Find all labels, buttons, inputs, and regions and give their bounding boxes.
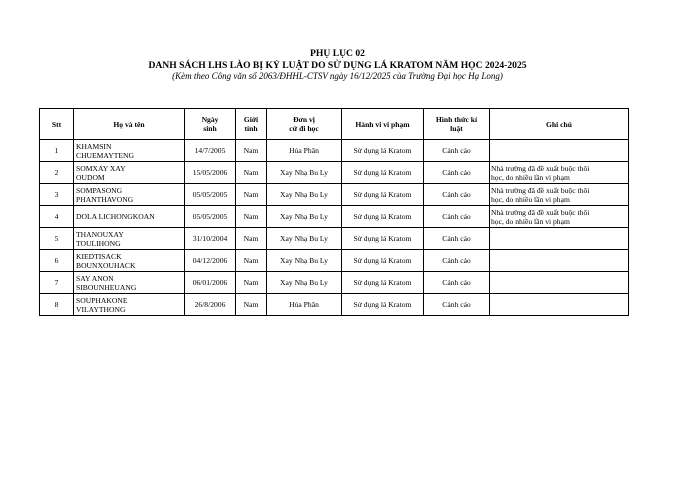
table-row <box>40 162 629 184</box>
cell-name: SOMPASONG PHANTHAVONG <box>74 184 185 206</box>
cell-stt: 4 <box>40 206 74 228</box>
cell-discipline: Cảnh cáo <box>424 294 490 316</box>
cell-note <box>490 228 629 250</box>
cell-note: Nhà trường đã đề xuất buộc thôi học, do nhiều lần vi phạm <box>490 184 629 206</box>
cell-unit: Xay Nhạ Bu Ly <box>267 228 342 250</box>
cell-discipline: Cảnh cáo <box>424 184 490 206</box>
header-unit: Đơn vị cử đi học <box>267 109 342 140</box>
appendix-title: PHỤ LỤC 02 <box>310 48 365 59</box>
table-row <box>40 184 629 206</box>
cell-stt: 8 <box>40 294 74 316</box>
cell-violation: Sử dụng lá Kratom <box>342 162 424 184</box>
header-name: Họ và tên <box>74 109 185 140</box>
cell-violation: Sử dụng lá Kratom <box>342 294 424 316</box>
cell-gender: Nam <box>236 250 267 272</box>
cell-gender: Nam <box>236 184 267 206</box>
cell-gender: Nam <box>236 140 267 162</box>
cell-dob: 05/05/2005 <box>185 184 236 206</box>
cell-dob: 06/01/2006 <box>185 272 236 294</box>
cell-unit: Xay Nhạ Bu Ly <box>267 162 342 184</box>
cell-gender: Nam <box>236 272 267 294</box>
table-row <box>40 272 629 294</box>
cell-name: KIEDTISACK BOUNXOUHACK <box>74 250 185 272</box>
cell-dob: 04/12/2006 <box>185 250 236 272</box>
cell-name: KHAMSIN CHUEMAYTENG <box>74 140 185 162</box>
cell-note <box>490 250 629 272</box>
cell-violation: Sử dụng lá Kratom <box>342 272 424 294</box>
cell-violation: Sử dụng lá Kratom <box>342 228 424 250</box>
cell-unit: Xay Nhạ Bu Ly <box>267 206 342 228</box>
cell-violation: Sử dụng lá Kratom <box>342 140 424 162</box>
student-discipline-table <box>39 108 629 316</box>
header-violation: Hành vi vi phạm <box>342 109 424 140</box>
table-row <box>40 206 629 228</box>
cell-dob: 26/8/2006 <box>185 294 236 316</box>
cell-discipline: Cảnh cáo <box>424 272 490 294</box>
cell-stt: 2 <box>40 162 74 184</box>
cell-note: Nhà trường đã đề xuất buộc thôi học, do nhiều lần vi phạm <box>490 162 629 184</box>
cell-note: Nhà trường đã đề xuất buộc thôi học, do nhiều lần vi phạm <box>490 206 629 228</box>
cell-violation: Sử dụng lá Kratom <box>342 206 424 228</box>
header-gender: Giới tính <box>236 109 267 140</box>
cell-unit: Xay Nhạ Bu Ly <box>267 184 342 206</box>
table-row <box>40 294 629 316</box>
cell-stt: 6 <box>40 250 74 272</box>
cell-name: SOMXAY XAY OUDOM <box>74 162 185 184</box>
cell-discipline: Cảnh cáo <box>424 162 490 184</box>
cell-gender: Nam <box>236 294 267 316</box>
header-stt: Stt <box>40 109 74 140</box>
header-dob: Ngày sinh <box>185 109 236 140</box>
table-body <box>40 140 629 316</box>
cell-unit: Xay Nhạ Bu Ly <box>267 250 342 272</box>
table-row <box>40 250 629 272</box>
cell-discipline: Cảnh cáo <box>424 206 490 228</box>
cell-dob: 15/05/2006 <box>185 162 236 184</box>
cell-name: SAY ANON SIBOUNHEUANG <box>74 272 185 294</box>
document-title: DANH SÁCH LHS LÀO BỊ KỶ LUẬT DO SỬ DỤNG LÁ KRATOM NĂM HỌC 2024-2025 <box>148 60 527 71</box>
header-note: Ghi chú <box>490 109 629 140</box>
cell-name: THANOUXAY TOULIHONG <box>74 228 185 250</box>
cell-discipline: Cảnh cáo <box>424 228 490 250</box>
cell-gender: Nam <box>236 206 267 228</box>
cell-discipline: Cảnh cáo <box>424 250 490 272</box>
cell-name: DOLA LICHONGKOAN <box>74 206 185 228</box>
document-subtitle: (Kèm theo Công văn số 2063/ĐHHL-CTSV ngày 16/12/2025 của Trường Đại học Hạ Long) <box>172 71 503 81</box>
cell-unit: Hủa Phăn <box>267 294 342 316</box>
table-row <box>40 140 629 162</box>
cell-gender: Nam <box>236 162 267 184</box>
cell-discipline: Cảnh cáo <box>424 140 490 162</box>
table-header-row <box>40 109 629 140</box>
header-discipline: Hình thức kỉ luật <box>424 109 490 140</box>
cell-dob: 05/05/2005 <box>185 206 236 228</box>
cell-note <box>490 272 629 294</box>
cell-note <box>490 294 629 316</box>
cell-name: SOUPHAKONE VILAYTHONG <box>74 294 185 316</box>
cell-stt: 7 <box>40 272 74 294</box>
cell-stt: 5 <box>40 228 74 250</box>
cell-stt: 3 <box>40 184 74 206</box>
cell-dob: 14/7/2005 <box>185 140 236 162</box>
cell-unit: Hủa Phăn <box>267 140 342 162</box>
cell-dob: 31/10/2004 <box>185 228 236 250</box>
table-row <box>40 228 629 250</box>
cell-violation: Sử dụng lá Kratom <box>342 250 424 272</box>
cell-stt: 1 <box>40 140 74 162</box>
cell-unit: Xay Nhạ Bu Ly <box>267 272 342 294</box>
cell-gender: Nam <box>236 228 267 250</box>
cell-note <box>490 140 629 162</box>
cell-violation: Sử dụng lá Kratom <box>342 184 424 206</box>
